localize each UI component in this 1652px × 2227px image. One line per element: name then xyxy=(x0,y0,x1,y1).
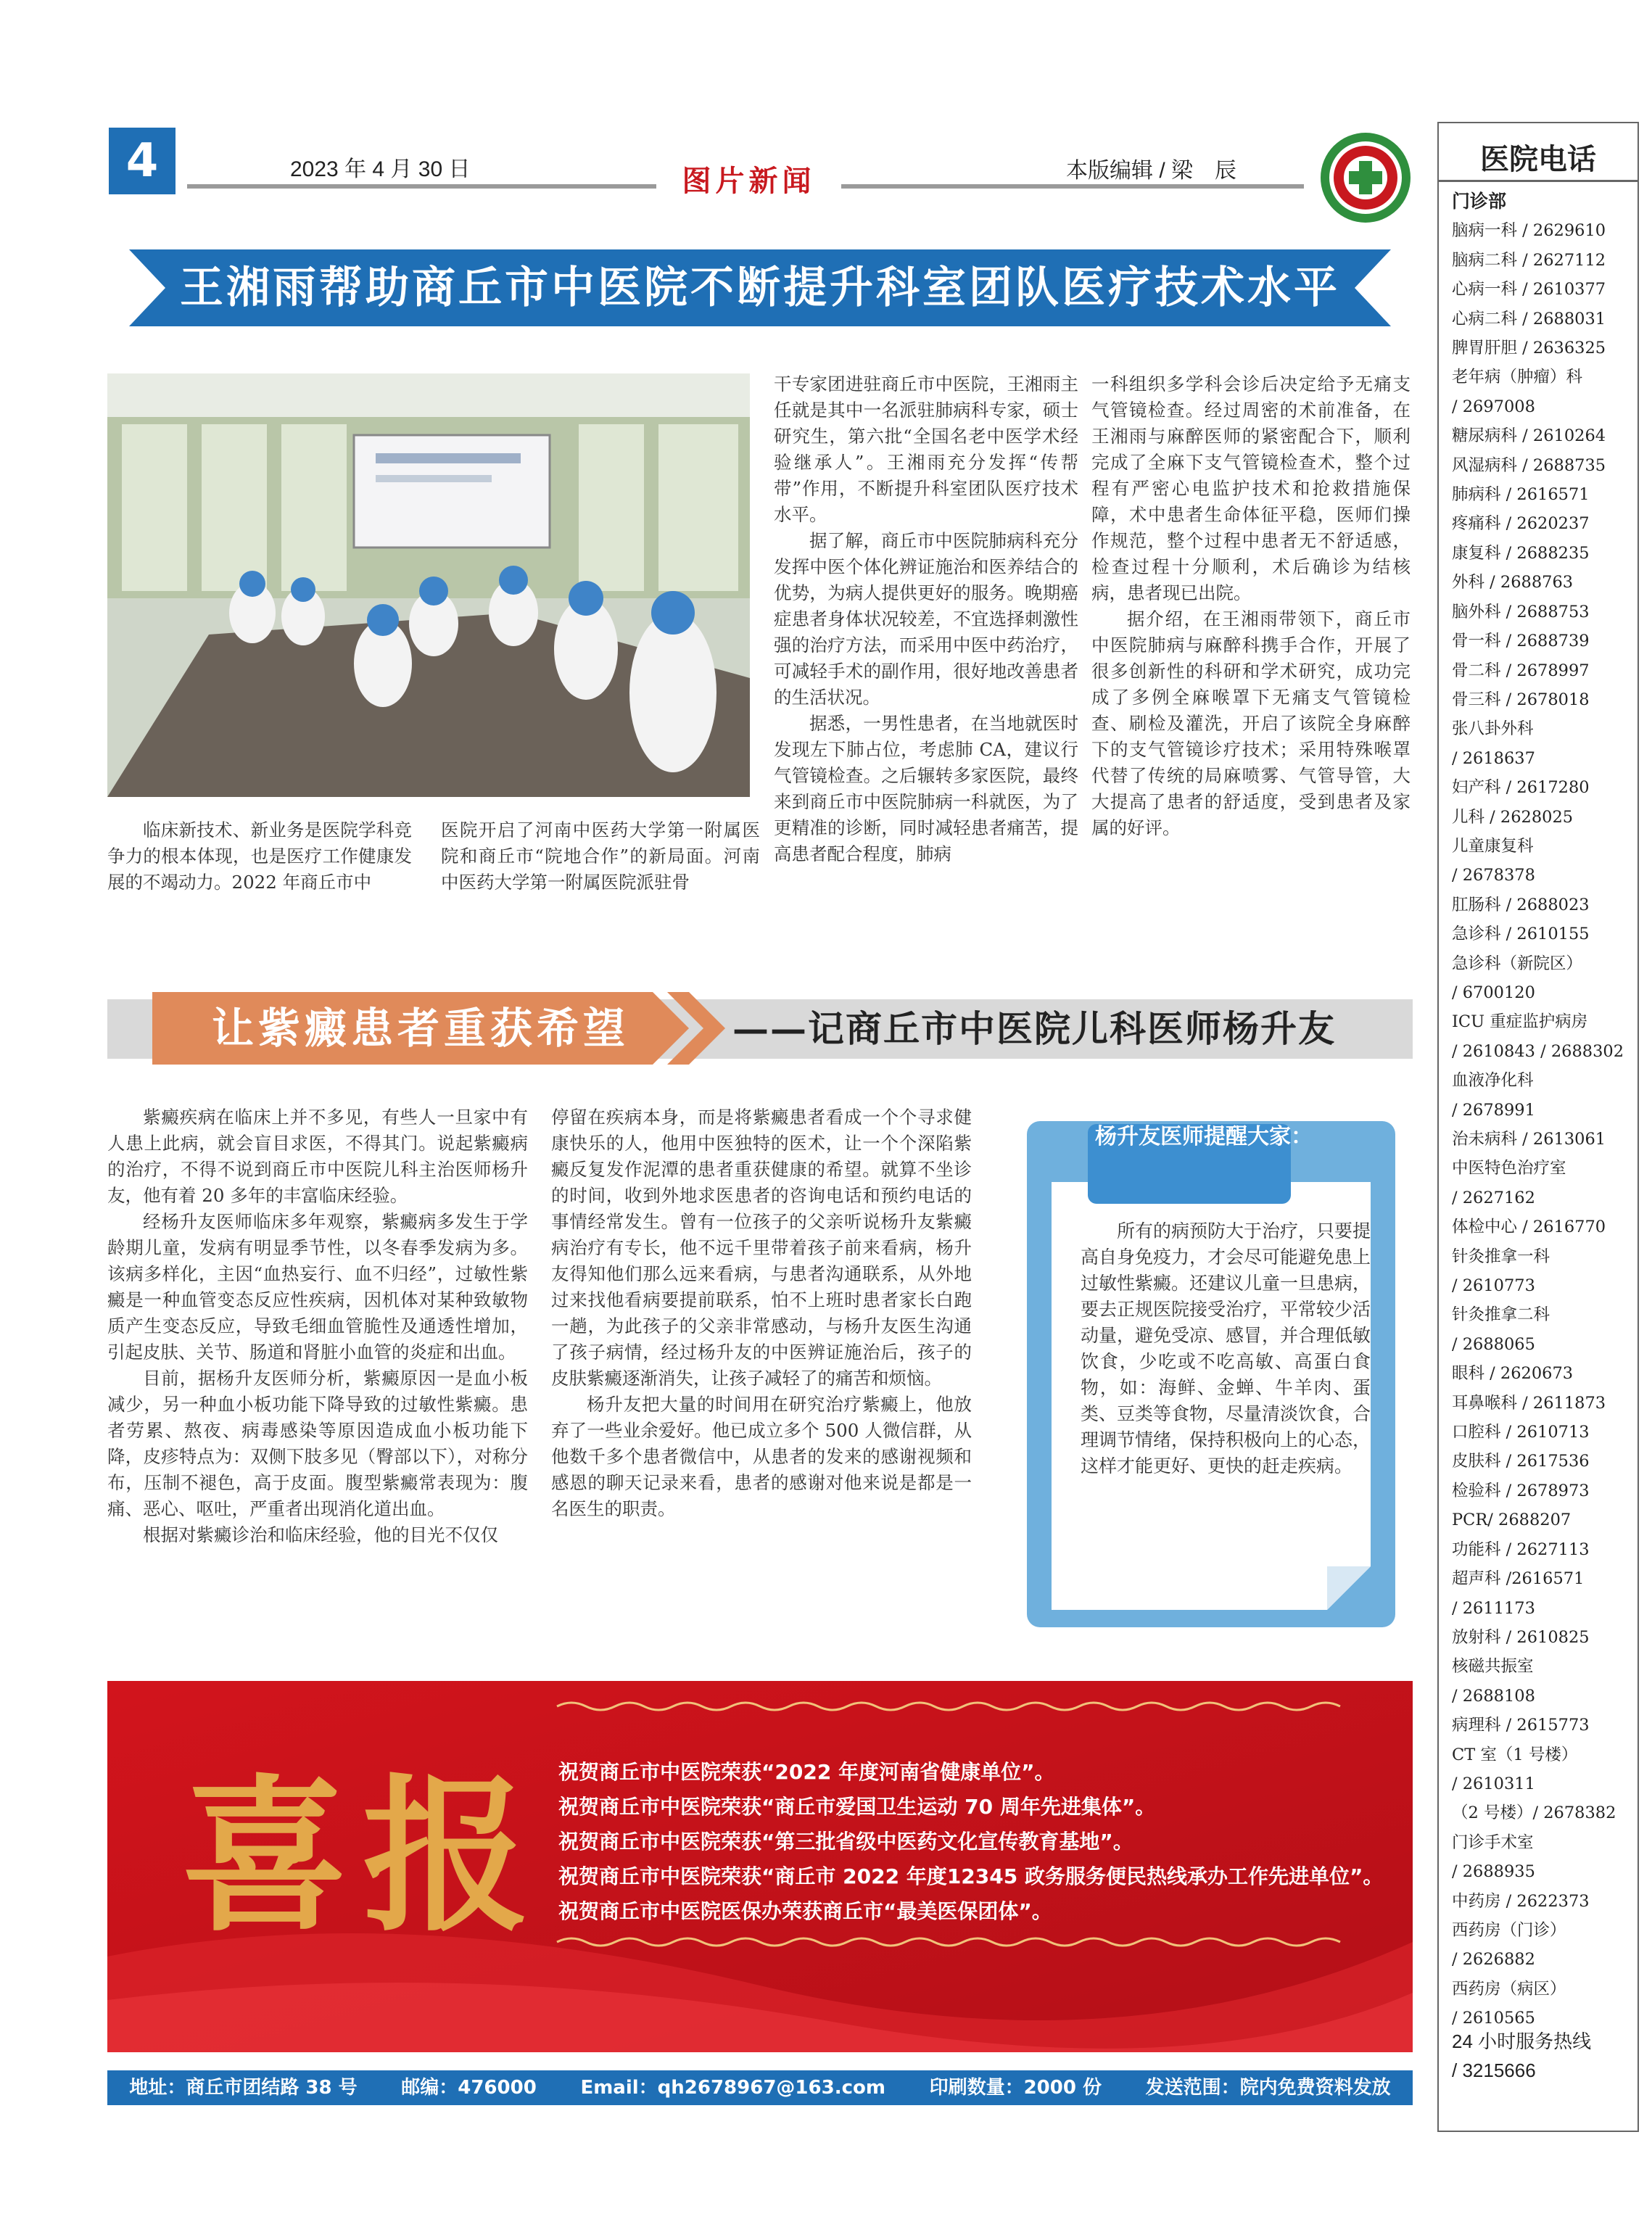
phone-entry: 肺病科 / 2616571 xyxy=(1452,485,1590,505)
hospital-logo-icon xyxy=(1318,131,1413,225)
phone-entry: / 2611173 xyxy=(1452,1598,1535,1618)
good-news-item: 祝贺商丘市中医院荣获“商丘市 2022 年度12345 政务服务便民热线承办工作先进单位”。 xyxy=(558,1864,1384,1888)
paragraph: 医院开启了河南中医药大学第一附属医院和商丘市“院地合作”的新局面。河南中医药大学第一附属医院派驻骨 xyxy=(441,819,760,893)
phone-entry: 皮肤科 / 2617536 xyxy=(1452,1452,1590,1471)
paragraph: 停留在疾病本身，而是将紫癜患者看成一个个寻求健康快乐的人，他用中医独特的医术，让一个个深陷紫癜反复发作泥潭的患者重获健康的希望。就算不坐诊的时间，收到外地求医患者的咨询电话和预约电话的事情经常发生。曾有一位孩子的父亲听说杨升友紫癜病治疗有专长，他不远千里带着孩子前来看病，杨升友得知他们那么远来看病，与患者沟通联系，从外地过来找他看病要提前联系，怕不上班时患者家长白跑一趟，为此孩子的父亲非常感动，与杨升友医生沟通了孩子病情，经过杨升友的中医辨证施治后，孩子的皮肤紫癜逐渐消失，让孩子减轻了的痛苦和烦恼。 xyxy=(551,1107,972,1389)
footer-info xyxy=(107,2070,1413,2105)
article1-column-2 xyxy=(441,817,760,896)
paragraph: 临床新技术、新业务是医院学科竞争力的根本体现，也是医疗工作健康发展的不竭动力。2022 年商丘市中 xyxy=(107,819,412,893)
phone-entry: / 2610773 xyxy=(1452,1276,1535,1296)
directory-section-label: 门诊部 xyxy=(1452,191,1507,212)
phone-entry: / 2688935 xyxy=(1452,1862,1535,1882)
phone-entry: 功能科 / 2627113 xyxy=(1452,1540,1590,1559)
paragraph: 一科组织多学科会诊后决定给予无痛支气管镜检查。经过周密的术前准备，在王湘雨与麻醉医师的紧密配合下，顺利完成了全麻下支气管镜检查术，整个过程有严密心电监护技术和抢救措施保障，术中患者生命体征平稳，医师们操作规范，整个过程中患者无不舒适感，检查过程十分顺利，术后确诊为结核病，患者现已出院。 xyxy=(1091,373,1411,603)
footer-address: 地址：商丘市团结路 38 号 xyxy=(129,2077,358,2099)
section-title: 图片新闻 xyxy=(656,161,841,202)
phone-entry: / 6700120 xyxy=(1452,983,1535,1002)
phone-entry: ICU 重症监护病房 xyxy=(1452,1012,1588,1032)
paragraph: 据介绍，在王湘雨带领下，商丘市中医院肺病与麻醉科携手合作，开展了很多创新性的科研和学术研究，成功完成了多例全麻喉罩下无痛支气管镜检查、刷检及灌洗，开启了该院全身麻醉下的支气管镜诊疗技术；采用特殊喉罩代替了传统的局麻喷雾、气管导管，大大提高了患者的舒适度，受到患者及家属的好评。 xyxy=(1091,608,1411,838)
hotline-number: / 3215666 xyxy=(1452,2059,1536,2081)
sidebar-title: 医院电话 xyxy=(1480,143,1596,176)
phone-entry: 老年病（肿瘤）科 xyxy=(1452,368,1583,387)
phone-entry: 门诊手术室 xyxy=(1452,1833,1534,1852)
phone-entry: 脑外科 / 2688753 xyxy=(1452,602,1590,621)
footer-postcode: 邮编：476000 xyxy=(401,2077,537,2099)
phone-entry: 妇产科 / 2617280 xyxy=(1452,778,1590,798)
phone-entry: PCR/ 2688207 xyxy=(1452,1511,1572,1530)
article1-column-3 xyxy=(774,371,1078,867)
phone-entry: 眼科 / 2620673 xyxy=(1452,1364,1574,1384)
phone-entry: 骨二科 / 2678997 xyxy=(1452,661,1590,680)
paragraph: 根据对紫癜诊治和临床经验，他的目光不仅仅 xyxy=(143,1524,498,1545)
paragraph: 据悉，一男性患者，在当地就医时发现左下肺占位，考虑肺 CA，建议行气管镜检查。之后辗转多家医院，最终来到商丘市中医院肺病一科就医，为了更精准的诊断，同时减轻患者痛苦，提高患者配合程度，肺病 xyxy=(774,713,1078,864)
phone-entry: 中药房 / 2622373 xyxy=(1452,1891,1590,1911)
paragraph: 干专家团进驻商丘市中医院，王湘雨主任就是其中一名派驻肺病科专家，硕士研究生，第六批“全国名老中医学术经验继承人”。王湘雨充分发挥“传帮带”作用，不断提升科室团队医疗技术水平。 xyxy=(774,373,1078,525)
phone-entry: 儿童康复科 xyxy=(1452,836,1534,856)
phone-entry: CT 室（1 号楼） xyxy=(1452,1745,1578,1764)
phone-entry: 治未病科 / 2613061 xyxy=(1452,1130,1606,1149)
phone-entry: 核磁共振室 xyxy=(1452,1657,1534,1677)
phone-entry: / 2610843 / 2688302 xyxy=(1452,1041,1624,1061)
page-number: 4 xyxy=(109,128,175,194)
article2-column-2 xyxy=(551,1104,972,1522)
article1-column-4 xyxy=(1091,371,1411,841)
article2-title: 让紫癜患者重获希望 xyxy=(211,1004,629,1053)
editor-credit: 本版编辑 / 梁 辰 xyxy=(1066,159,1237,183)
phone-entry: 风湿病科 / 2688735 xyxy=(1452,455,1606,475)
service-hotline xyxy=(1452,2027,1635,2085)
good-news-item: 祝贺商丘市中医院医保办荣获商丘市“最美医保团体”。 xyxy=(558,1899,1052,1923)
good-news-item: 祝贺商丘市中医院荣获“2022 年度河南省健康单位”。 xyxy=(558,1760,1055,1784)
phone-entry: 放射科 / 2610825 xyxy=(1452,1627,1590,1647)
phone-entry: 血液净化科 xyxy=(1452,1071,1534,1091)
phone-entry: / 2678991 xyxy=(1452,1100,1535,1120)
phone-entry: / 2678378 xyxy=(1452,866,1535,885)
phone-entry: 针灸推拿二科 xyxy=(1452,1305,1550,1325)
phone-entry: 脾胃肝胆 / 2636325 xyxy=(1452,339,1606,358)
phone-entry: 耳鼻喉科 / 2611873 xyxy=(1452,1393,1606,1413)
hotline-label: 24 小时服务热线 xyxy=(1452,2030,1592,2052)
phone-entry: 病理科 / 2615773 xyxy=(1452,1716,1590,1735)
phone-entry: 检验科 / 2678973 xyxy=(1452,1481,1590,1500)
article1-column-1 xyxy=(107,817,412,896)
meeting-photo xyxy=(107,373,750,797)
good-news-heading: 喜报 xyxy=(181,1759,545,1954)
phone-entry: / 2618637 xyxy=(1452,748,1535,768)
phone-entry: 口腔科 / 2610713 xyxy=(1452,1423,1590,1442)
sidebar-divider xyxy=(1437,180,1639,182)
phone-entry: 超声科 /2616571 xyxy=(1452,1569,1585,1589)
phone-entry: / 2610565 xyxy=(1452,2009,1535,2028)
phone-entry: / 2627162 xyxy=(1452,1188,1535,1207)
phone-entry: 西药房（门诊） xyxy=(1452,1920,1566,1940)
phone-entry: / 2626882 xyxy=(1452,1950,1535,1970)
phone-entry: 体检中心 / 2616770 xyxy=(1452,1218,1606,1237)
phone-entry: / 2610311 xyxy=(1452,1774,1535,1793)
good-news-list xyxy=(558,1755,1392,1929)
phone-entry: 急诊科（新院区） xyxy=(1452,954,1583,973)
article1-title: 王湘雨帮助商丘市中医院不断提升科室团队医疗技术水平 xyxy=(180,263,1340,313)
paragraph: 据了解，商丘市中医院肺病科充分发挥中医个体化辨证施治和医养结合的优势，为病人提供更好的服务。晚期癌症患者身体状况较差，不宜选择刺激性强的治疗方法，而采用中医中药治疗，可减轻手术的副作用，很好地改善患者的生活状况。 xyxy=(774,530,1078,708)
phone-entry: 急诊科 / 2610155 xyxy=(1452,925,1590,944)
footer-email[interactable]: Email：qh2678967@163.com xyxy=(580,2077,885,2099)
phone-entry: 肛肠科 / 2688023 xyxy=(1452,895,1590,914)
phone-entry: 骨一科 / 2688739 xyxy=(1452,632,1590,651)
phone-entry: 康复科 / 2688235 xyxy=(1452,543,1590,563)
phone-directory xyxy=(1452,187,1635,2033)
phone-entry: 针灸推拿一科 xyxy=(1452,1247,1550,1266)
good-news-item: 祝贺商丘市中医院荣获“第三批省级中医药文化宣传教育基地”。 xyxy=(558,1830,1133,1854)
footer-distribution: 发送范围：院内免费资料发放 xyxy=(1145,2077,1391,2099)
phone-entry: （2 号楼）/ 2678382 xyxy=(1452,1804,1616,1823)
doctor-tip-title: 杨升友医师提醒大家： xyxy=(1095,1124,1313,1149)
phone-entry: 心病二科 / 2688031 xyxy=(1452,309,1606,329)
phone-entry: 疼痛科 / 2620237 xyxy=(1452,514,1590,534)
phone-entry: 脑病二科 / 2627112 xyxy=(1452,250,1606,270)
phone-entry: 骨三科 / 2678018 xyxy=(1452,690,1590,709)
phone-entry: 西药房（病区） xyxy=(1452,1979,1566,1999)
paragraph: 紫癜疾病在临床上并不多见，有些人一旦家中有人患上此病，就会盲目求医，不得其门。说起紫癜病的治疗，不得不说到商丘市中医院儿科主治医师杨升友，他有着 20 多年的丰富临床经验。 xyxy=(107,1107,528,1206)
phone-entry: 心病一科 / 2610377 xyxy=(1452,280,1606,299)
issue-date: 2023 年 4 月 30 日 xyxy=(290,157,471,181)
paragraph: 杨升友把大量的时间用在研究治疗紫癜上，他放弃了一些业余爱好。他已成立多个 500 人微信群，从他数千多个患者微信中，从患者的发来的感谢视频和感恩的聊天记录来看，患者的感谢对他来说是都是一名医生的职责。 xyxy=(551,1394,972,1519)
paragraph: 经杨升友医师临床多年观察，紫癜病多发生于学龄期儿童，发病有明显季节性，以冬春季发病为多。该病多样化，主因“血热妄行、血不归经”，过敏性紫癜是一种血管变态反应性疾病，因机体对某种致敏物质产生变态反应，导致毛细血管脆性及通透性增加，引起皮肤、关节、肠道和肾脏小血管的炎症和出血。 xyxy=(107,1211,528,1363)
article2-column-1 xyxy=(107,1104,528,1548)
phone-entry: 儿科 / 2628025 xyxy=(1452,807,1574,827)
phone-entry: / 2688108 xyxy=(1452,1686,1535,1706)
phone-entry: 张八卦外科 xyxy=(1452,719,1534,739)
paragraph: 目前，据杨升友医师分析，紫癜原因一是血小板减少，另一种血小板功能下降导致的过敏性紫癜。患者劳累、熬夜、病毒感染等原因造成血小板功能下降，皮疹特点为：双侧下肢多见（臀部以下），对称分布，压制不褪色，高于皮面。腹型紫癜常表现为：腹痛、恶心、呕吐，严重者出现消化道出血。 xyxy=(107,1368,528,1519)
footer-print-count: 印刷数量：2000 份 xyxy=(929,2077,1102,2099)
phone-entry: 中医特色治疗室 xyxy=(1452,1159,1566,1178)
phone-entry: / 2688065 xyxy=(1452,1334,1535,1354)
phone-entry: 脑病一科 / 2629610 xyxy=(1452,221,1606,241)
phone-entry: 外科 / 2688763 xyxy=(1452,573,1574,592)
phone-entry: / 2697008 xyxy=(1452,397,1535,416)
doctor-tip-text: 所有的病预防大于治疗，只要提高自身免疫力，才会尽可能避免患上过敏性紫癜。还建议儿童一旦患病，要去正规医院接受治疗，平常较少活动量，避免受凉、感冒，并合理低敏饮食，少吃或不吃高敏、高蛋白食物，如：海鲜、金蝉、牛羊肉、蛋类、豆类等食物，尽量清淡饮食，合理调节情绪，保持积极向上的心态，这样才能更好、更快的赶走疾病。 xyxy=(1081,1220,1371,1476)
good-news-item: 祝贺商丘市中医院荣获“商丘市爱国卫生运动 70 周年先进集体”。 xyxy=(558,1795,1156,1819)
article2-subtitle: ——记商丘市中医院儿科医师杨升友 xyxy=(732,1007,1336,1050)
phone-entry: 糖尿病科 / 2610264 xyxy=(1452,426,1606,446)
